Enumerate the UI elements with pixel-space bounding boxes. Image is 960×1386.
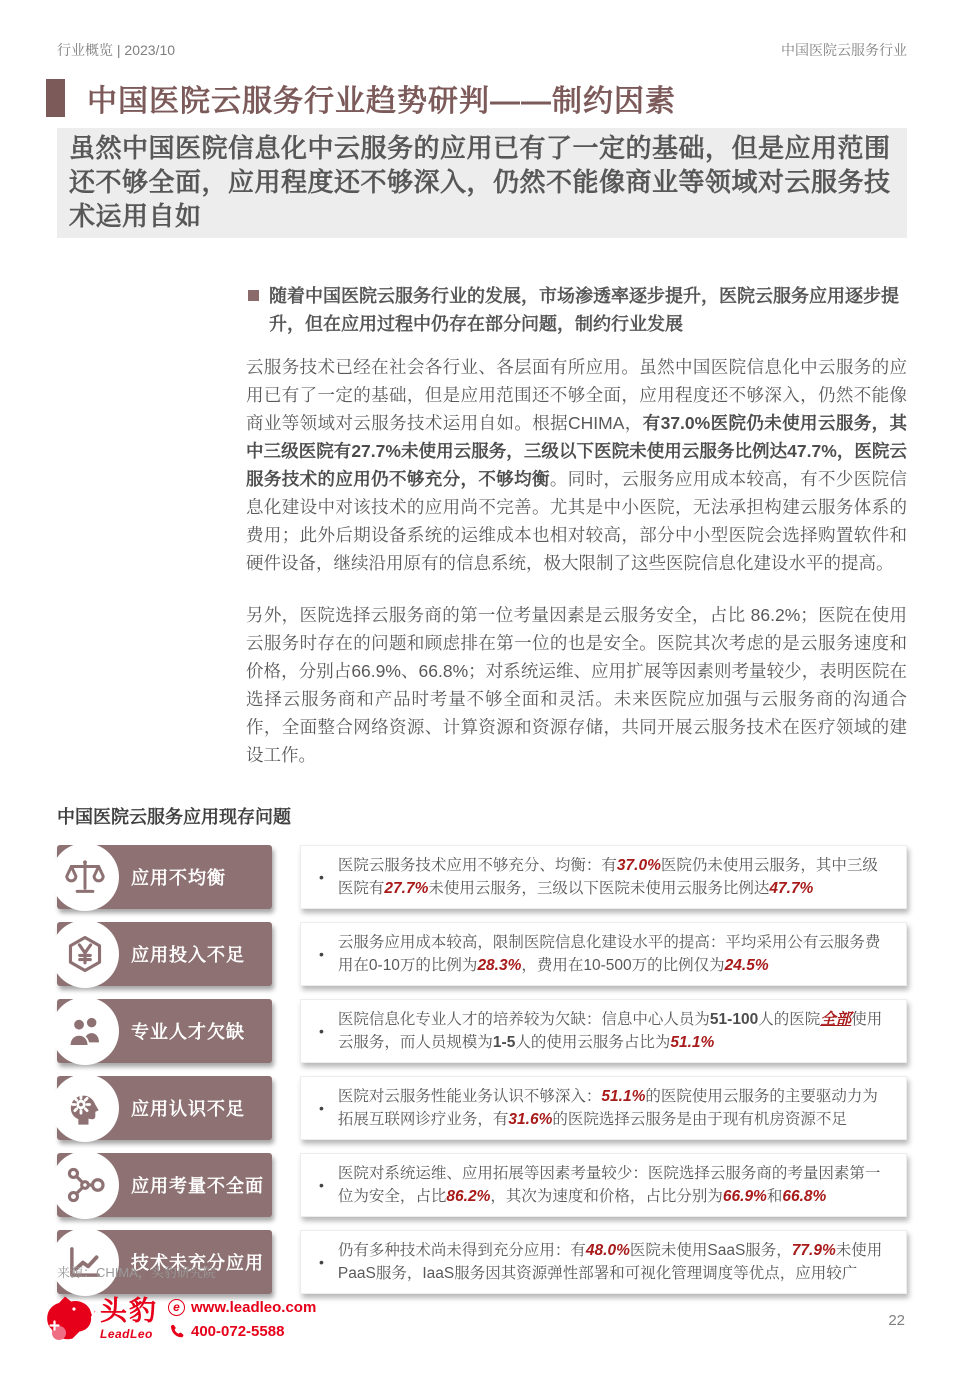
head-gear-icon [51,1074,119,1142]
body-paragraph-2: 另外，医院选择云服务商的第一位考量因素是云服务安全，占比 86.2%；医院在使用云服务时存在的问题和顾虑排在第一位的也是安全。医院其次考虑的是云服务速度和价格，分别占66.9%、66.8%；对系统运维、应用扩展等因素则考量较少，表明医院在选择云服务商和产品时考量不够全面和灵活。未来医院应加强与云服务商的沟通合作，全面整合网络资源、计算资源和资源存储，共同开展云服务技术在医疗领域的建设工作。 [246,605,907,765]
problem-label-text: 应用认识不足 [131,1099,245,1119]
footer [44,1294,316,1344]
problem-detail-text: 医院信息化专业人才的培养较为欠缺：信息中心人员为51-100人的医院全部使用云服务，而人员规模为1-5人的使用云服务占比为51.1% [337,1011,883,1051]
problem-label-text: 应用投入不足 [131,945,245,965]
problem-label-3 [57,999,272,1063]
problem-label-text: 应用考量不全面 [131,1176,264,1196]
problem-label-5 [57,1153,272,1217]
problem-detail-6 [300,1230,907,1294]
problem-detail-2 [300,922,907,986]
problem-label-text: 专业人才欠缺 [131,1022,245,1042]
problem-detail-text: 云服务应用成本较高，限制医院信息化建设水平的提高：平均采用公有云服务费用在0-10万的比例为28.3%，费用在10-500万的比例仅为24.5% [337,934,881,974]
website-line [168,1295,316,1319]
problem-label-2 [57,922,272,986]
problem-detail-text: 医院对系统运维、应用拓展等因素考量较少：医院选择云服务商的考量因素第一位为安全，占比86.2%，其次为速度和价格，占比分别为66.9%和66.8% [337,1165,881,1205]
problems-heading: 中国医院云服务应用现存问题 [57,807,291,827]
problem-label-text: 应用不均衡 [131,868,226,888]
problems-list [57,845,907,1294]
problem-detail-4 [300,1076,907,1140]
page-number: 22 [888,1312,905,1329]
people-icon [51,997,119,1065]
brand-name-cn: 头豹 [100,1295,158,1326]
dot-bullet-icon: • [319,1254,324,1270]
square-bullet-icon [248,290,259,301]
problem-detail-1 [300,845,907,909]
header-left: 行业概览 | 2023/10 [57,42,176,58]
problem-row-5 [57,1153,907,1217]
header-right: 中国医院云服务行业 [781,42,907,58]
dot-bullet-icon: • [319,946,324,962]
problem-detail-5 [300,1153,907,1217]
dot-bullet-icon: • [319,1100,324,1116]
network-nodes-icon [51,1151,119,1219]
problem-label-text: 技术未充分应用 [131,1253,264,1273]
problem-detail-text: 医院对云服务性能业务认识不够深入：51.1%的医院使用云服务的主要驱动力为拓展互联网诊疗业务，有31.6%的医院选择云服务是由于现有机房资源不足 [337,1088,878,1128]
title-accent-bar [46,79,65,117]
summary-banner: 虽然中国医院信息化中云服务的应用已有了一定的基础，但是应用范围还不够全面，应用程度还不够深入，仍然不能像商业等领域对云服务技术运用自如 [57,128,907,238]
phone-line [168,1319,316,1343]
problem-row-3 [57,999,907,1063]
e-globe-icon: e [168,1299,185,1316]
yuan-coin-icon [51,920,119,988]
lead-paragraph [246,282,907,338]
brand-block [100,1295,158,1341]
problem-label-1 [57,845,272,909]
lead-text: 随着中国医院云服务行业的发展，市场渗透率逐步提升，医院云服务应用逐步提升，但在应用过程中仍存在部分问题，制约行业发展 [269,286,899,334]
body-paragraph-1: 云服务技术已经在社会各行业、各层面有所应用。虽然中国医院信息化中云服务的应用已有了一定的基础，但是应用范围还不够全面，应用程度还不够深入，仍然不能像商业等领域对云服务技术运用自如。根据CHIMA，有37.0%医院仍未使用云服务，其中三级医院有27.7%未使用云服务，三级以下医院未使用云服务比例达47.7%，医院云服务技术的应用仍不够充分，不够均衡。同时，云服务应用成本较高，有不少医院信息化建设中对该技术的应用尚不完善。尤其是中小医院，无法承担构建云服务体系的费用；此外后期设备系统的运维成本也相对较高，部分中小型医院会选择购置软件和硬件设备，继续沿用原有的信息系统，极大限制了这些医院信息化建设水平的提高。 [246,357,908,573]
leadleo-logo-icon [44,1294,96,1344]
problem-label-4 [57,1076,272,1140]
phone-icon [168,1323,185,1340]
page-header [57,40,907,60]
balance-scale-icon [51,843,119,911]
phone-number: 400-072-5588 [191,1322,285,1340]
problem-detail-3 [300,999,907,1063]
brand-name-en: LeadLeo [100,1326,153,1341]
website-link[interactable]: www.leadleo.com [191,1298,317,1316]
contact-block [168,1295,316,1343]
problem-detail-text: 医院云服务技术应用不够充分、均衡：有37.0%医院仍未使用云服务，其中三级医院有27.7%未使用云服务，三级以下医院未使用云服务比例达47.7% [337,857,878,897]
page-title: 中国医院云服务行业趋势研判——制约因素 [87,85,676,118]
title-row [46,76,907,120]
dot-bullet-icon: • [319,1177,324,1193]
problem-row-1 [57,845,907,909]
source-note: 来源：CHIMA，头豹研究院 [57,1265,216,1280]
dot-bullet-icon: • [319,1023,324,1039]
problem-row-2 [57,922,907,986]
dot-bullet-icon: • [319,869,324,885]
problem-detail-text: 仍有多种技术尚未得到充分应用：有48.0%医院未使用SaaS服务，77.9%未使用PaaS服务，IaaS服务因其资源弹性部署和可视化管理调度等优点，应用较广 [337,1242,883,1282]
intro-section [246,282,907,769]
problem-row-4 [57,1076,907,1140]
